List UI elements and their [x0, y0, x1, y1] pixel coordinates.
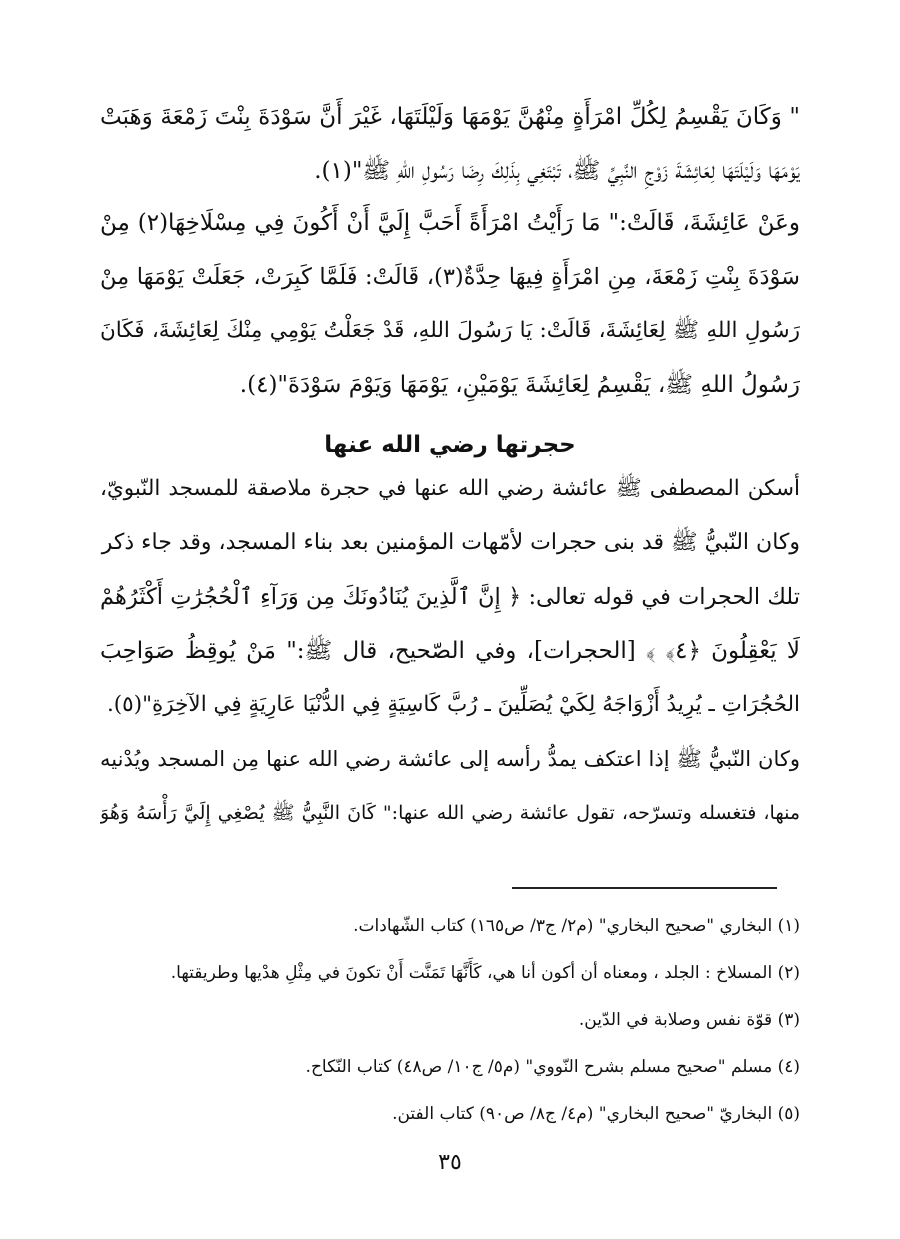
text-line: الحُجُرَاتِ ـ يُرِيدُ أَزْوَاجَهُ لِكَيْ يُصَلِّينَ ـ رُبَّ كَاسِيَةٍ فِي الدُّنْيَا عَارِيَةٍ فِي الآخِرَةِ"(٥).	[106, 692, 800, 717]
paragraph-her-chamber	[100, 462, 800, 840]
text-line: يَوْمَهَا وَلَيْلَتَهَا لِعَائِشَةَ زَوْجِ النَّبِيِّ ﷺ، تَبْتَغِي بِذَلِكَ رِضَا رَسُولِ اللهِ ﷺ"(١).	[314, 158, 800, 184]
footnote-1: (١) البخاري "صحيح البخاري" (م٢/ ج٣/ ص١٦٥) كتاب الشّهادات.	[353, 916, 800, 936]
paragraph-aisha-narration	[100, 196, 800, 412]
text-line: أسكن المصطفى ﷺ عائشة رضي الله عنها في حجرة ملاصقة للمسجد النّبويّ،	[100, 476, 800, 501]
footnote-divider	[512, 887, 777, 889]
text-line: رَسُولُ اللهِ ﷺ، يَقْسِمُ لِعَائِشَةَ يَوْمَيْنِ، يَوْمَهَا وَيَوْمَ سَوْدَةَ"(٤).	[239, 372, 800, 398]
footnotes	[100, 903, 800, 1138]
text-line: تلك الحجرات في قوله تعالى: ﴿ إِنَّ ٱلَّذِينَ يُنَادُونَكَ مِن وَرَآءِ ٱلْحُجُرَٰتِ أَكْثَرُهُمْ	[100, 584, 800, 610]
text-line: " وَكَانَ يَقْسِمُ لِكُلِّ امْرَأَةٍ مِنْهُنَّ يَوْمَهَا وَلَيْلَتَهَا، غَيْرَ أَنَّ سَوْدَةَ بِنْتَ زَمْعَةَ وَهَبَتْ	[100, 104, 800, 130]
text-line: سَوْدَةَ بِنْتِ زَمْعَةَ، مِنِ امْرَأَةٍ فِيهَا حِدَّةٌ(٣)، قَالَتْ: فَلَمَّا كَبِرَتْ، جَعَلَتْ يَوْمَهَا مِنْ	[100, 264, 800, 290]
paragraph-sawda-gift	[100, 90, 800, 198]
text-line: وكان النّبيُّ ﷺ إذا اعتكف يمدُّ رأسه إلى عائشة رضي الله عنها مِن المسجد ويُدْنيه	[100, 747, 800, 771]
text-line: منها، فتغسله وتسرّحه، تقول عائشة رضي الله عنها:" كَانَ النَّبِيُّ ﷺ يُصْغِي إِلَيَّ رَأْسَهُ وَهُوَ	[100, 802, 800, 824]
text-line: لَا يَعْقِلُونَ ﴿٤﴾ ﴾ [الحجرات]، وفي الصّحيح، قال ﷺ:" مَنْ يُوقِظُ صَوَاحِبَ	[100, 638, 800, 664]
footnote-4: (٤) مسلم "صحيح مسلم بشرح النّووي" (م٥/ ج١٠/ ص٤٨) كتاب النّكاح.	[305, 1057, 800, 1077]
page-number: ٣٥	[438, 1150, 462, 1175]
section-heading: حجرتها رضي الله عنها	[324, 432, 576, 458]
text-line: وكان النّبيُّ ﷺ قد بنى حجرات لأمّهات المؤمنين بعد بناء المسجد، وقد جاء ذكر	[101, 530, 800, 555]
text-line: رَسُولِ اللهِ ﷺ لِعَائِشَةَ، قَالَتْ: يَا رَسُولَ اللهِ، قَدْ جَعَلْتُ يَوْمِي مِنْكَ لِعَائِشَةَ، فَكَانَ	[100, 318, 800, 343]
footnote-3: (٣) قوّة نفس وصلابة في الدّين.	[578, 1010, 800, 1030]
footnote-5: (٥) البخاريّ "صحيح البخاري" (م٤/ ج٨/ ص٩٠) كتاب الفتن.	[392, 1104, 800, 1124]
text-line: وعَنْ عَائِشَةَ، قَالَتْ:" مَا رَأَيْتُ امْرَأَةً أَحَبَّ إِلَيَّ أَنْ أَكُونَ فِي مِسْلَاخِهَا(٢) مِنْ	[100, 210, 800, 236]
footnote-2: (٢) المسلاخ : الجلد ، ومعناه أن أكون أنا هي، كَأَنَّهَا تَمَنَّت أَنْ تكونَ في مِثْلِ هدْيها وطريقتها.	[170, 963, 800, 983]
